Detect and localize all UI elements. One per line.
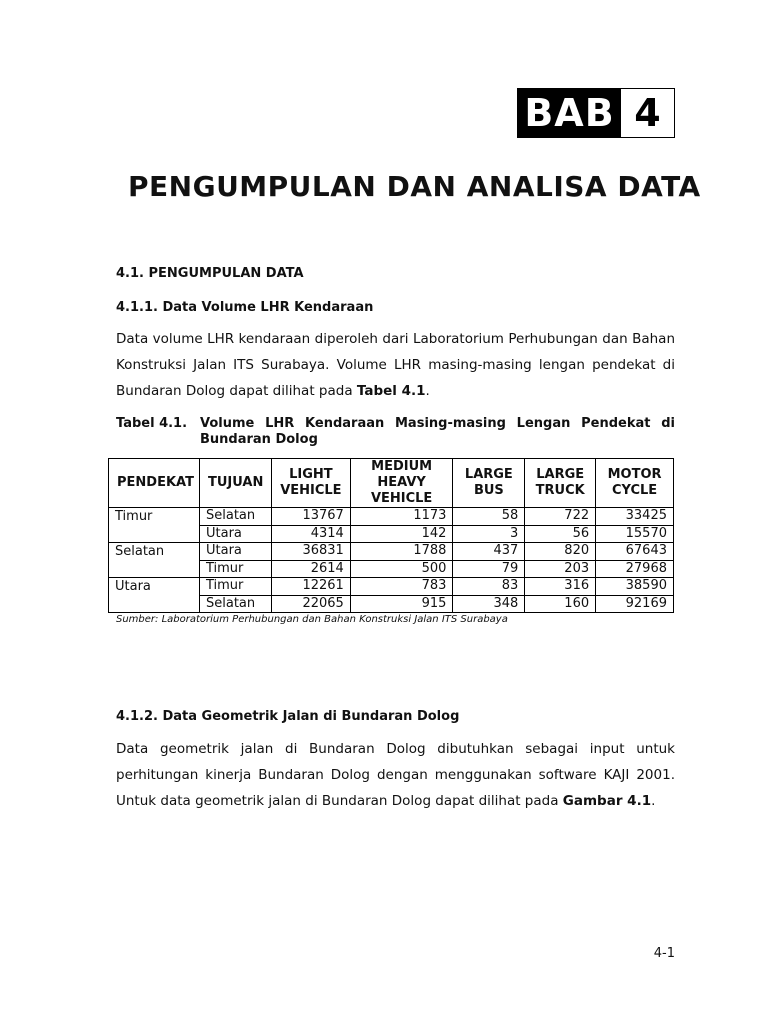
paragraph-geometrik-end: . [651,793,656,809]
cell-motor-cycle: 38590 [596,578,674,596]
figure-reference: Gambar 4.1 [562,793,652,809]
cell-large-bus: 79 [453,560,525,578]
cell-tujuan: Timur [199,560,271,578]
table-row [109,595,674,613]
cell-large-bus: 437 [453,543,525,561]
table-row [109,508,674,526]
subsection-heading-geometrik: 4.1.2. Data Geometrik Jalan di Bundaran Dolog [116,709,460,724]
table-row [109,543,674,561]
cell-pendekat: Utara [109,578,200,596]
paragraph-lhr [116,326,675,404]
col-header-large-truck: LARGE TRUCK [525,459,596,508]
cell-large-bus: 3 [453,525,525,543]
paragraph-geometrik [116,736,675,814]
table-caption-label: Tabel 4.1. [116,416,188,431]
cell-tujuan: Utara [199,525,271,543]
cell-large-bus: 83 [453,578,525,596]
chapter-badge [517,88,675,138]
table-source: Sumber: Laboratorium Perhubungan dan Bahan Konstruksi Jalan ITS Surabaya [116,614,508,625]
cell-medium-heavy-vehicle: 1173 [350,508,453,526]
col-header-large-bus: LARGE BUS [453,459,525,508]
cell-light-vehicle: 13767 [271,508,350,526]
table-reference: Tabel 4.1 [356,383,426,399]
cell-pendekat [109,560,200,578]
col-header-medium-heavy-vehicle: MEDIUM HEAVY VEHICLE [350,459,453,508]
table-caption-text: Volume LHR Kendaraan Masing-masing Lengan Pendekat di Bundaran Dolog [200,416,675,447]
cell-light-vehicle: 2614 [271,560,350,578]
table-row [109,560,674,578]
col-header-pendekat: PENDEKAT [109,459,200,508]
cell-light-vehicle: 22065 [271,595,350,613]
chapter-badge-number: 4 [621,89,674,137]
cell-tujuan: Selatan [199,595,271,613]
cell-tujuan: Timur [199,578,271,596]
table-header-row [109,459,674,508]
cell-tujuan: Selatan [199,508,271,526]
cell-medium-heavy-vehicle: 1788 [350,543,453,561]
page-number: 4-1 [653,946,675,961]
cell-large-truck: 203 [525,560,596,578]
cell-motor-cycle: 33425 [596,508,674,526]
cell-large-truck: 316 [525,578,596,596]
paragraph-lhr-end: . [425,383,430,399]
paragraph-lhr-text: Data volume LHR kendaraan diperoleh dari Laboratorium Perhubungan dan Bahan Konstruksi Jalan ITS Surabaya. Volume LHR masing-masing lengan pendekat di Bundaran Dolog dapat dilihat pada [116,331,675,399]
table-row [109,578,674,596]
paragraph-geometrik-text: Data geometrik jalan di Bundaran Dolog dibutuhkan sebagai input untuk perhitungan kinerja Bundaran Dolog dengan menggunakan software KAJI 2001. Untuk data geometrik jalan di Bundaran Dolog dapat dilihat pada [116,741,675,809]
cell-light-vehicle: 4314 [271,525,350,543]
cell-medium-heavy-vehicle: 783 [350,578,453,596]
col-header-motor-cycle: MOTOR CYCLE [596,459,674,508]
cell-motor-cycle: 27968 [596,560,674,578]
cell-large-truck: 56 [525,525,596,543]
chapter-title: PENGUMPULAN DAN ANALISA DATA [128,170,701,203]
cell-pendekat [109,525,200,543]
lhr-volume-table [108,458,674,613]
chapter-badge-label: BAB [518,89,621,137]
cell-large-truck: 820 [525,543,596,561]
cell-motor-cycle: 67643 [596,543,674,561]
cell-large-truck: 722 [525,508,596,526]
table-caption [116,416,675,448]
cell-motor-cycle: 15570 [596,525,674,543]
cell-medium-heavy-vehicle: 142 [350,525,453,543]
cell-light-vehicle: 36831 [271,543,350,561]
cell-tujuan: Utara [199,543,271,561]
cell-large-bus: 348 [453,595,525,613]
col-header-light-vehicle: LIGHT VEHICLE [271,459,350,508]
cell-motor-cycle: 92169 [596,595,674,613]
subsection-heading-lhr: 4.1.1. Data Volume LHR Kendaraan [116,300,374,315]
cell-light-vehicle: 12261 [271,578,350,596]
cell-large-truck: 160 [525,595,596,613]
cell-pendekat: Timur [109,508,200,526]
section-heading: 4.1. PENGUMPULAN DATA [116,266,304,281]
cell-medium-heavy-vehicle: 915 [350,595,453,613]
cell-pendekat [109,595,200,613]
cell-pendekat: Selatan [109,543,200,561]
cell-large-bus: 58 [453,508,525,526]
col-header-tujuan: TUJUAN [199,459,271,508]
table-row [109,525,674,543]
cell-medium-heavy-vehicle: 500 [350,560,453,578]
